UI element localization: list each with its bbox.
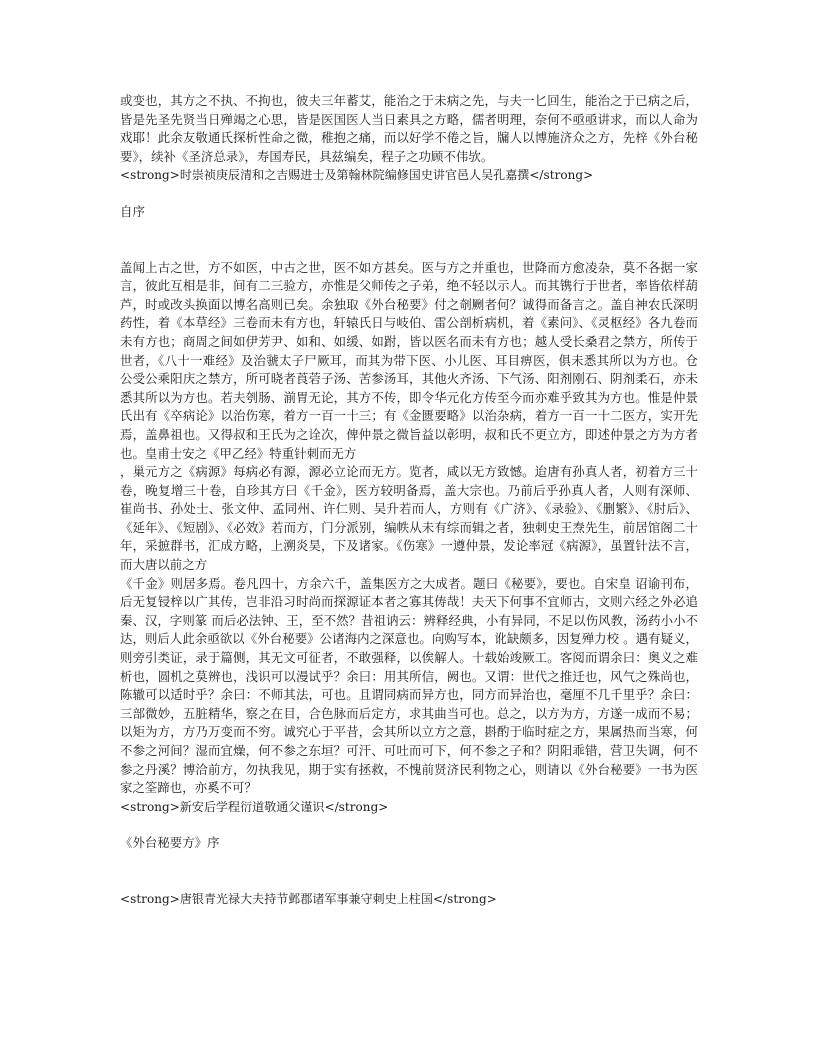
self-preface-part-1: 盖闻上古之世，方不如医，中古之世，医不如方甚矣。医与方之并重也，世降而方愈凌杂，莫不各据一家言，彼此互相是非，间有二三验方，亦惟是父师传之子弟，绝不轻以示人。而其镌行于世者，率皆依样葫芦，时或改头换面以博名高则已矣。余独取《外台秘要》付之剞劂者何？诚得而备言之。盖自神农氏深明药性，着《本草经》三卷而未有方也，轩辕氏日与岐伯、雷公剖析病机，着《素问》、《灵枢经》各九卷而未有方也；商周之间如伊芳尹、如和、如缓、如跗，皆以医名而未有方也；越人受长桑君之禁方，所传于世者，《八十一难经》及治虢太子尸厥耳，而其为带下医、小儿医、耳目痹医，俱未悉其所以为方也。仓公受公乘阳庆之禁方，所可晓者莨菪子汤、苦参汤耳，其他火齐汤、下气汤、阳剂刚石、阴剂柔石，亦未悉其所以为方也。若夫刳肠、湔胃无论，其方不传，即令华元化方传至今而亦难乎致其为方也。惟是仲景氏出有《卒病论》以治伤寒，着方一百一十三；有《金匮要略》以治杂病，着方一百一十二医方，实开先焉，盖鼻祖也。又得叔和王氏为之诠次，俾仲景之微旨益以彰明，叔和氏不更立方，即述仲景之方为方者也。皇甫士安之《甲乙经》特重针刺而无方 bbox=[120, 259, 698, 461]
self-preface-part-3: 《千金》则居多焉。卷凡四十，方余六千，盖集医方之大成者。题曰《秘要》，要也。自宋皇 诏谕刊布，后无复锓梓以广其传，岂非沿习时尚而探源证本者之寡其俦哉！夫天下何事不宜师古，文则六经之外必追秦、汉，字则篆 而后必法钟、王，至不然？昔祖讷云：辨释经典，小有异同，不足以伤风教，汤药小小不达，则后人此余亟欲以《外台秘要》公诸海内之深意也。向购写本，讹缺颇多，因复殚力校 。遇有疑义，则旁引类证，录于篇侧，其无文可征者，不敢强释，以俟解人。十载始竣厥工。客阅而谓余曰：奥义之难析也，圆机之莫辨也，浅识可以漫试乎？余曰：用其所信，阙也。又谓：世代之推迁也，风气之殊尚也，陈辙可以适时乎？余曰：不师其法，可也。且谓同病而异方也，同方而异治也，毫厘不几千里乎？余曰：三部微妙，五脏精华，察之在目，合色脉而后定方，求其曲当可也。总之，以方为方，方遂一成而不易；以矩为方，方乃万变而不穷。诚究心于平昔，会其所以立方之意，斟酌于临时症之方，果属热而当寒，何不参之河间？湿而宜燥，何不参之东垣？可汗、可吐而可下，何不参之子和？阴阳乖错，营卫失调，何不参之丹溪？博洽前方，勿执我见，期于实有拯救，不愧前贤济民利物之心，则请以《外台秘要》一书为医家之筌蹄也，亦奚不可？ bbox=[120, 575, 698, 796]
section-heading-waitai-preface: 《外台秘要方》序 bbox=[120, 835, 220, 851]
spacer bbox=[120, 853, 698, 890]
spacer bbox=[120, 816, 698, 834]
preface-paragraph-1: 或变也，其方之不执、不拘也，彼夫三年蓄艾，能治之于未病之先，与夫一匕回生，能治之于已病之后，皆是先圣先贤当日殚竭之心思，皆是医国医人当日素具之方略，儒者明理，奈何不亟亟讲求，而以人命为戏耶！此余友敬通氏探析性命之微，稚抱之痛，而以好学不倦之旨，牖人以博施济众之方，先梓《外台秘要》，续补《圣济总录》，寿国寿民，具兹编矣，程子之功顾不伟欤。 bbox=[120, 93, 698, 164]
section-heading-self-preface: 自序 bbox=[120, 203, 145, 219]
self-preface-signature: <strong>新安后学程衍道敬通父谨识</strong> bbox=[120, 799, 389, 814]
self-preface-part-2: ，巢元方之《病源》每病必有源，源必立论而无方。览者，咸以无方致憾。迨唐有孙真人者，初着方三十卷，晚复增三十卷，自珍其方曰《千金》，医方较明备焉，盖大宗也。乃前后乎孙真人者，人则有深师、崔尚书、孙处士、张文仲、孟同州、许仁则、吴升若而人，方则有《广济》、《录验》、《删繁》、《肘后》、《延年》、《短剧》、《必效》若而方，门分派别，编帙从未有综而辑之者，独刺史王焘先生，前居馆阁二十年，采摭群书，汇成方略，上溯炎昊，下及诸家。《伤寒》一遵仲景，发论率冠《病源》，虽置针法不言，而大唐以前之方 bbox=[120, 464, 698, 573]
preface-signature-1: <strong>时崇祯庚辰清和之吉赐进士及第翰林院编修国史讲官邑人吴孔嘉撰</strong> bbox=[120, 168, 594, 183]
spacer bbox=[120, 222, 698, 259]
document-page bbox=[120, 92, 698, 909]
spacer bbox=[120, 185, 698, 203]
self-preface-paragraph bbox=[120, 259, 698, 798]
waitai-preface-signature: <strong>唐银青光禄大夫持节邺郡诸军事兼守刺史上柱国</strong> bbox=[120, 891, 497, 906]
